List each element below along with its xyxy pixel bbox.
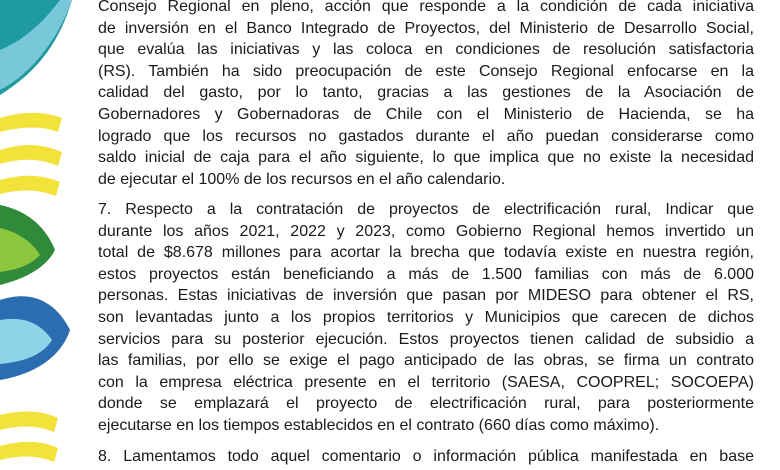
text-line: (RS). También ha sido preocupación de este Consejo Regional enfocarse en la	[98, 62, 754, 80]
paragraph-8	[98, 446, 754, 468]
text-line: de inversión en el Banco Integrado de Proyectos, del Ministerio de Desarrollo Social,	[98, 19, 754, 37]
text-line: las familias, por ello se exige el pago anticipado de las obras, se firma un contrato	[98, 352, 754, 370]
text-line: ejecutarse en los tiempos establecidos en el contrato (660 días como máximo).	[98, 416, 660, 434]
text-line: calidad del gasto, por lo tanto, gracias a las gestiones de la Asociación de	[98, 84, 754, 102]
paragraph-continued	[98, 0, 754, 190]
text-line: estos proyectos están beneficiando a más de 1.500 familias con más de 6.000	[98, 265, 754, 283]
text-line: logrado que los recursos no gastados durante el año puedan considerarse como	[98, 127, 754, 145]
text-line: donde se emplazará el proyecto de electrificación rural, para posteriormente	[98, 395, 754, 413]
text-line: de ejecutar el 100% de los recursos en el año calendario.	[98, 170, 506, 188]
text-line: saldo inicial de caja para el año siguiente, lo que implica que no existe la necesidad	[98, 149, 754, 167]
text-line: total de $8.678 millones para acortar la brecha que todavía existe en nuestra región,	[98, 244, 754, 262]
text-line: 7. Respecto a la contratación de proyectos de electrificación rural, Indicar que	[98, 201, 754, 218]
text-line: servicios para su posterior ejecución. Estos proyectos tienen calidad de subsidio a	[98, 330, 754, 348]
border-yellow-stripe	[0, 176, 60, 196]
text-line: durante los años 2021, 2022 y 2023, como Gobierno Regional hemos invertido un	[98, 222, 754, 240]
text-line: que evalúa las iniciativas y las coloca en condiciones de resolución satisfactoria	[98, 41, 754, 59]
border-yellow-stripe	[0, 442, 58, 462]
paragraph-7	[98, 199, 754, 437]
text-line: 8. Lamentamos todo aquel comentario o información pública manifestada en base	[98, 448, 754, 465]
border-yellow-stripe	[0, 113, 62, 132]
text-line: con la empresa eléctrica presente en el territorio (SAESA, COOPREL; SOCOEPA)	[98, 373, 754, 391]
text-line: Gobernadores y Gobernadoras de Chile con el Ministerio de Hacienda, se ha	[98, 105, 754, 123]
text-line: Consejo Regional en pleno, acción que responde a la condición de cada iniciativa	[98, 0, 754, 15]
border-yellow-stripe	[0, 412, 58, 432]
decorative-side-border	[0, 0, 80, 470]
border-yellow-stripe	[0, 145, 62, 166]
text-line: personas. Estas iniciativas de inversión que pasan por MIDESO para obtener el RS,	[98, 287, 754, 305]
text-line: son levantadas junto a los propios territorios y Municipios que carecen de dichos	[98, 308, 754, 326]
